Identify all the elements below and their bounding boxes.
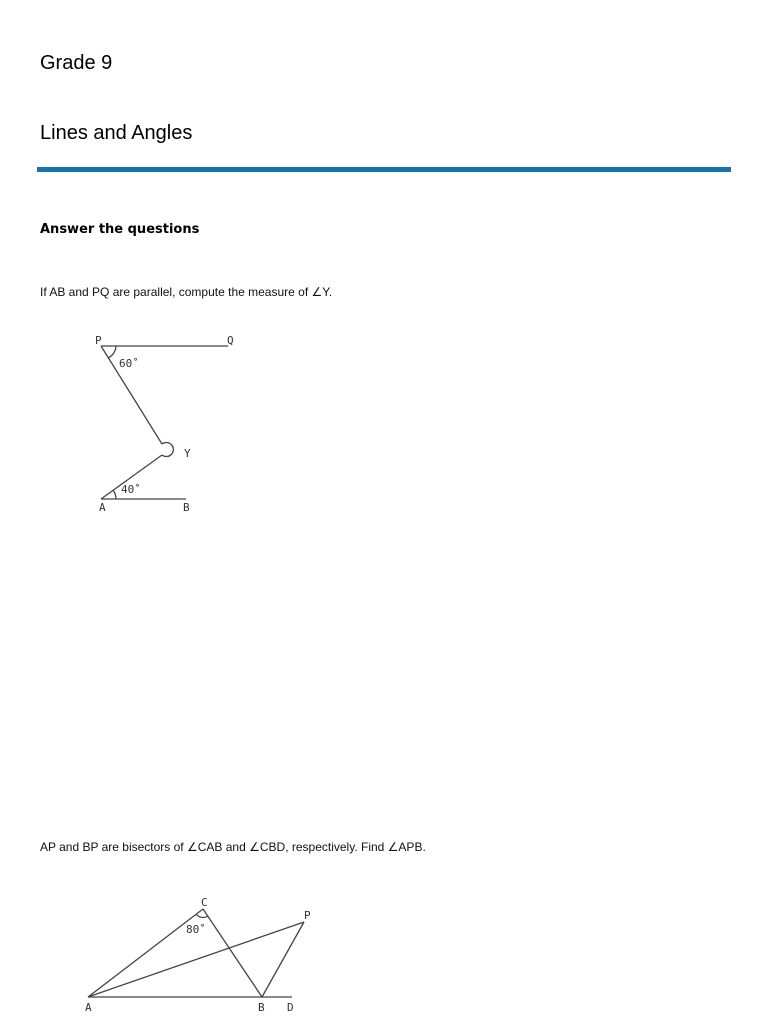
label-d: D: [287, 1001, 294, 1014]
instructions-heading: Answer the questions: [40, 222, 200, 237]
grade-heading: Grade 9: [40, 52, 113, 74]
label-q: Q: [227, 334, 234, 347]
question-1-text: If AB and PQ are parallel, compute the measure of ∠Y.: [40, 285, 333, 299]
label-y: Y: [184, 447, 191, 460]
question-2-text: AP and BP are bisectors of ∠CAB and ∠CBD, respectively. Find ∠APB.: [40, 840, 426, 854]
label-b: B: [183, 501, 190, 514]
segment-bp: [262, 922, 304, 997]
label-c: C: [201, 896, 208, 909]
label-a2: A: [85, 1001, 92, 1014]
label-b2: B: [258, 1001, 265, 1014]
label-p2: P: [304, 909, 311, 922]
angle-label-c: 80˚: [186, 923, 206, 936]
label-p: P: [95, 334, 102, 347]
segment-cb: [203, 909, 262, 997]
angle-label-p: 60˚: [119, 357, 139, 370]
label-a: A: [99, 501, 106, 514]
angle-label-a: 40˚: [121, 483, 141, 496]
topic-heading: Lines and Angles: [40, 122, 193, 144]
